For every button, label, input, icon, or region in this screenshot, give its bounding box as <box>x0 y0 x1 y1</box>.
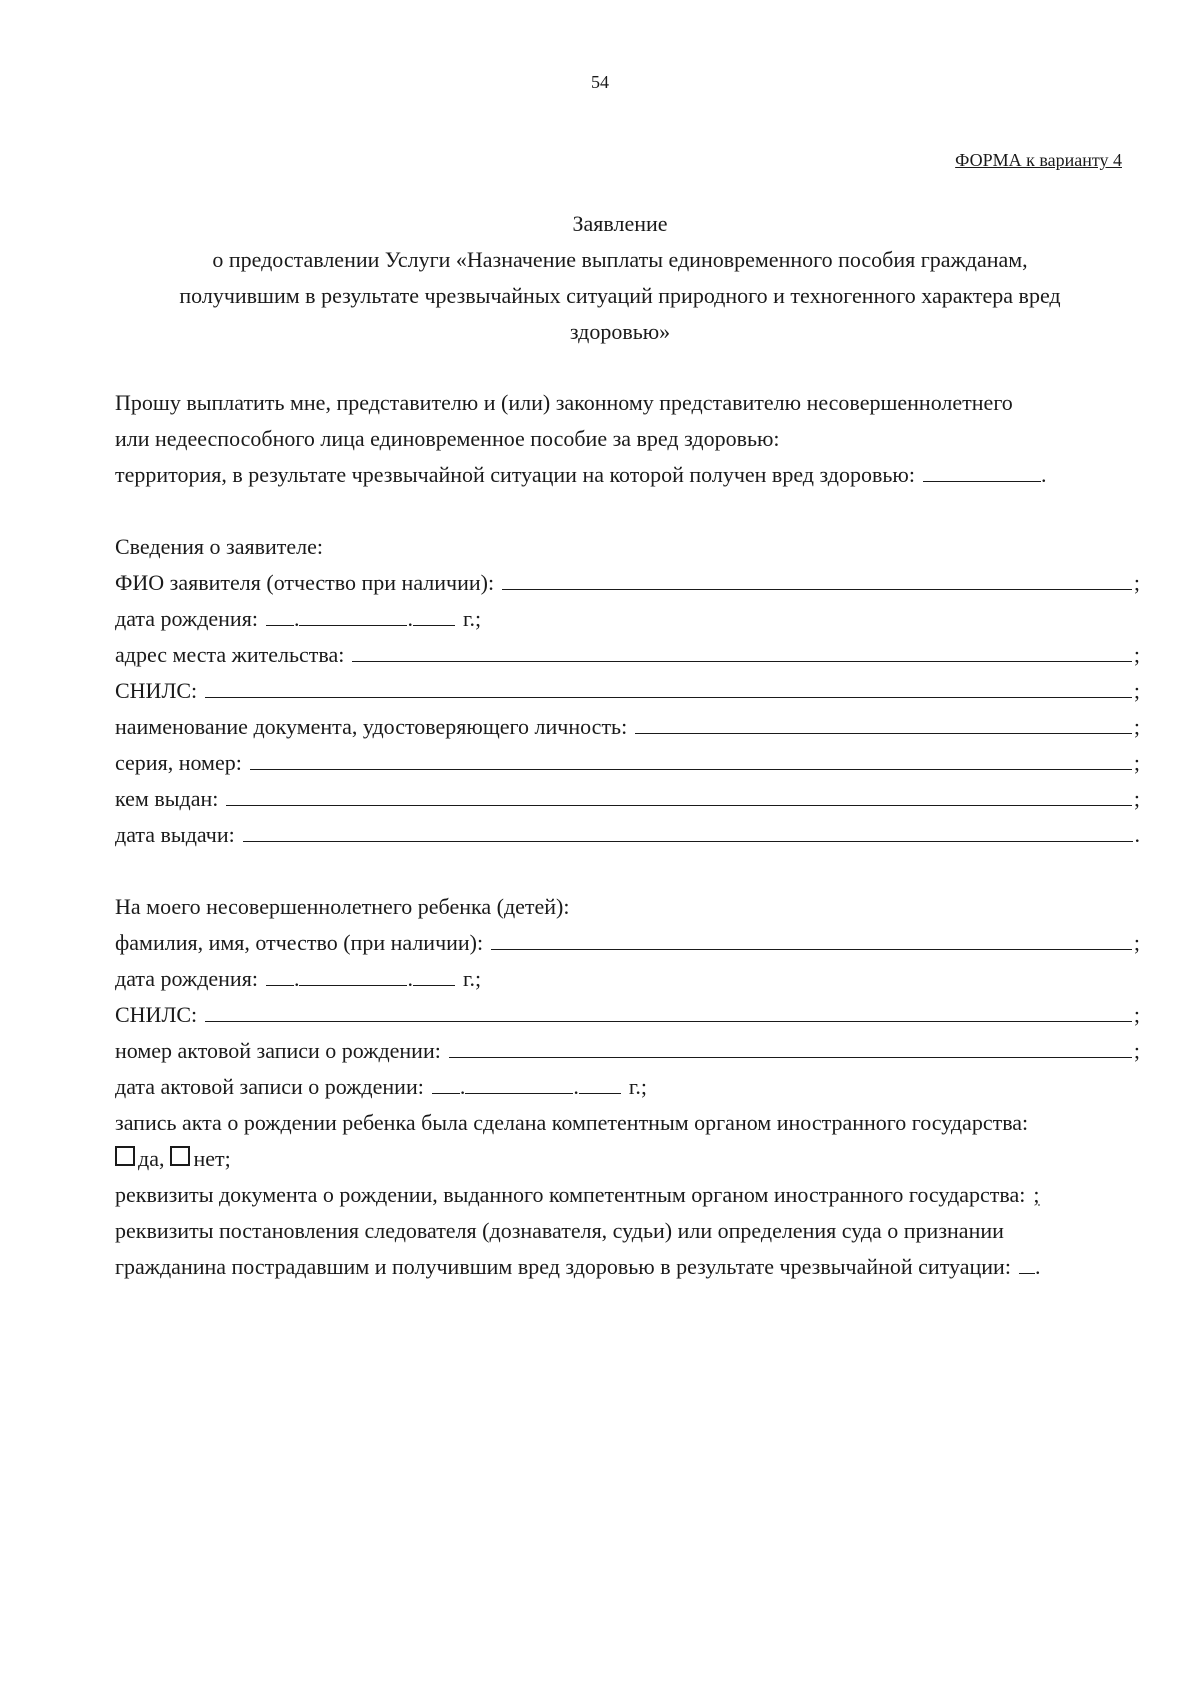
applicant-issued-by-label: кем выдан: <box>115 786 219 811</box>
decision-label: гражданина пострадавшим и получившим вред здоровью в результате чрезвычайной ситуации: <box>115 1254 1011 1279</box>
territory-field[interactable] <box>923 459 1041 482</box>
decision-field[interactable] <box>1019 1251 1035 1274</box>
date-separator: . <box>407 606 413 631</box>
semicolon: ; <box>1133 1038 1140 1063</box>
applicant-issue-date-field[interactable] <box>243 819 1133 842</box>
title-line: здоровью» <box>569 319 671 344</box>
applicant-snils-field[interactable] <box>205 675 1132 698</box>
semicolon: ; <box>1133 750 1140 775</box>
semicolon: ; <box>1133 930 1140 955</box>
date-separator: . <box>573 1074 579 1099</box>
year-suffix: г.; <box>462 606 482 631</box>
child-heading: На моего несовершеннолетнего ребенка (детей): <box>115 894 570 919</box>
semicolon: ; <box>1133 570 1140 595</box>
form-body <box>115 385 1140 1285</box>
applicant-id-doc-label: наименование документа, удостоверяющего личность: <box>115 714 628 739</box>
applicant-birth-date-label: дата рождения: <box>115 606 258 631</box>
applicant-address-field[interactable] <box>352 639 1131 662</box>
checkbox-no[interactable] <box>170 1146 190 1166</box>
semicolon: ; <box>1133 678 1140 703</box>
title-line: получившим в результате чрезвычайных ситуаций природного и техногенного характера вред <box>179 283 1061 308</box>
territory-row <box>115 457 1140 493</box>
foreign-doc-field[interactable]: ; <box>1033 1182 1040 1207</box>
year-suffix: г.; <box>462 966 482 991</box>
child-fio-field[interactable] <box>491 927 1132 950</box>
decision-line: реквизиты постановления следователя (дознавателя, судьи) или определения суда о признании <box>115 1218 1004 1243</box>
applicant-issued-by-row <box>115 781 1140 817</box>
semicolon: ; <box>1133 1002 1140 1027</box>
checkbox-yes[interactable] <box>115 1146 135 1166</box>
date-separator: . <box>293 966 300 991</box>
child-birth-year-field[interactable] <box>413 963 455 986</box>
record-day-field[interactable] <box>432 1071 460 1094</box>
applicant-address-label: адрес места жительства: <box>115 642 345 667</box>
child-birth-month-field[interactable] <box>299 963 407 986</box>
child-birth-day-field[interactable] <box>266 963 294 986</box>
decision-row <box>115 1249 1140 1285</box>
child-fio-label: фамилия, имя, отчество (при наличии): <box>115 930 484 955</box>
foreign-record-options <box>115 1141 1140 1177</box>
applicant-id-doc-row <box>115 709 1140 745</box>
option-yes-label: да, <box>138 1146 165 1171</box>
child-snils-label: СНИЛС: <box>115 1002 198 1027</box>
title-heading: Заявление <box>572 211 668 236</box>
record-year-field[interactable] <box>579 1071 621 1094</box>
intro-line: или недееспособного лица единовременное пособие за вред здоровью: <box>115 426 780 451</box>
title-line: о предоставлении Услуги «Назначение выплаты единовременного пособия гражданам, <box>212 247 1028 272</box>
semicolon: ; <box>1133 642 1140 667</box>
year-suffix: г.; <box>628 1074 647 1099</box>
applicant-issued-by-field[interactable] <box>226 783 1132 806</box>
applicant-fio-row <box>115 565 1140 601</box>
period: . <box>1034 1254 1041 1279</box>
intro-line: Прошу выплатить мне, представителю и (или) законному представителю несовершеннолетнего <box>115 390 1013 415</box>
child-birth-date-label: дата рождения: <box>115 966 258 991</box>
option-no-label: нет; <box>193 1146 231 1171</box>
territory-label: территория, в результате чрезвычайной ситуации на которой получен вред здоровью: <box>115 462 915 487</box>
foreign-doc-label: реквизиты документа о рождении, выданного компетентным органом иностранного государства: <box>115 1182 1026 1207</box>
page-number: 54 <box>591 72 609 92</box>
applicant-id-doc-field[interactable] <box>635 711 1132 734</box>
applicant-snils-label: СНИЛС: <box>115 678 198 703</box>
foreign-doc-row <box>115 1177 1140 1213</box>
applicant-issue-date-label: дата выдачи: <box>115 822 235 847</box>
foreign-record-question: запись акта о рождении ребенка была сделана компетентным органом иностранного государства: <box>115 1110 1029 1135</box>
date-separator: . <box>293 606 300 631</box>
child-birth-date-row <box>115 961 1140 997</box>
period: . <box>1040 462 1047 487</box>
period: . <box>1134 822 1140 847</box>
date-separator: . <box>407 966 413 991</box>
child-snils-field[interactable] <box>205 999 1132 1022</box>
applicant-series-number-label: серия, номер: <box>115 750 242 775</box>
birth-year-field[interactable] <box>413 603 455 626</box>
applicant-snils-row <box>115 673 1140 709</box>
applicant-fio-field[interactable] <box>502 567 1132 590</box>
form-variant-label: ФОРМА к варианту 4 <box>955 150 1122 170</box>
child-fio-row <box>115 925 1140 961</box>
child-record-number-row <box>115 1033 1140 1069</box>
child-record-date-row <box>115 1069 1140 1105</box>
applicant-series-number-row <box>115 745 1140 781</box>
record-month-field[interactable] <box>465 1071 573 1094</box>
child-record-number-field[interactable] <box>449 1035 1132 1058</box>
date-separator: . <box>459 1074 466 1099</box>
child-snils-row <box>115 997 1140 1033</box>
applicant-birth-date-row <box>115 601 1140 637</box>
applicant-issue-date-row <box>115 817 1140 853</box>
birth-month-field[interactable] <box>299 603 407 626</box>
applicant-address-row <box>115 637 1140 673</box>
child-record-date-label: дата актовой записи о рождении: <box>115 1074 424 1099</box>
birth-day-field[interactable] <box>266 603 294 626</box>
semicolon: ; <box>1133 786 1140 811</box>
document-title <box>100 206 1140 350</box>
applicant-series-number-field[interactable] <box>250 747 1132 770</box>
semicolon: ; <box>1133 714 1140 739</box>
child-record-number-label: номер актовой записи о рождении: <box>115 1038 441 1063</box>
applicant-heading: Сведения о заявителе: <box>115 534 324 559</box>
applicant-fio-label: ФИО заявителя (отчество при наличии): <box>115 570 495 595</box>
